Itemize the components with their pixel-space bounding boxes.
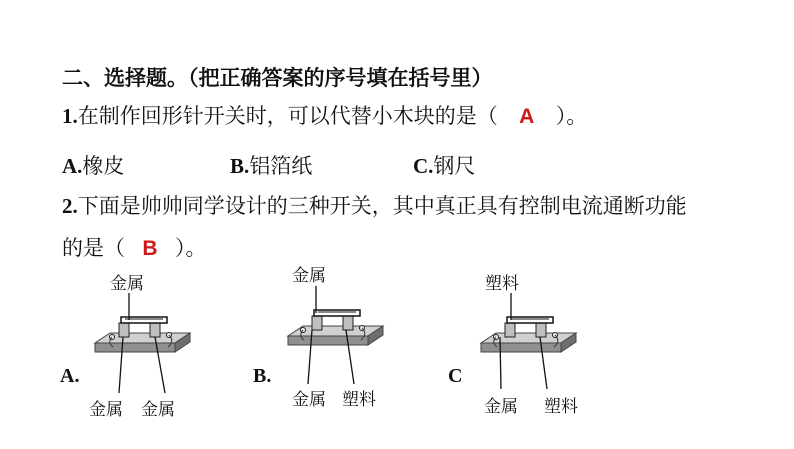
figure-c-bottom-right-label: 塑料 [544, 397, 578, 417]
switch-figure-a [55, 265, 215, 445]
option-b: B.铝箔纸 [230, 154, 313, 178]
figure-a-top-label: 金属 [110, 274, 144, 294]
figure-a-bottom-right-label: 金属 [141, 400, 175, 420]
figure-a-letter: A. [60, 365, 80, 387]
question-2-line-1 [62, 190, 687, 220]
question-1-text: 在制作回形针开关时，可以代替小木块的是（ [77, 104, 498, 128]
switch-figure-c [445, 265, 605, 445]
figure-c-letter: C [448, 365, 463, 387]
figure-c-top-label: 塑料 [485, 274, 519, 294]
question-2-text: 下面是帅帅同学设计的三种开关，其中真正具有控制电流通断功能 [77, 194, 687, 218]
figure-b-bottom-left-label: 金属 [292, 390, 326, 410]
question-2-number: 2. [62, 194, 78, 218]
question-2-line-2: 的是（ B ）。 [62, 236, 207, 260]
question-1-number: 1. [62, 104, 78, 128]
switch-c-diagram [445, 265, 605, 445]
option-c: C.钢尺 [413, 154, 476, 178]
question-1-text-end: ）。 [555, 104, 588, 128]
question-1 [62, 100, 587, 130]
figure-c-bottom-left-label: 金属 [484, 397, 518, 417]
question-1-answer: A [519, 105, 535, 128]
option-a: A.橡皮 [62, 154, 125, 178]
figure-a-bottom-left-label: 金属 [89, 400, 123, 420]
switch-b-diagram [250, 258, 410, 443]
figure-b-top-label: 金属 [292, 266, 326, 286]
figure-b-bottom-right-label: 塑料 [342, 390, 376, 410]
section-heading: 二、选择题。（把正确答案的序号填在括号里） [62, 65, 493, 90]
figure-b-letter: B. [253, 365, 272, 387]
question-2-answer: B [142, 237, 158, 260]
switch-figure-b [250, 258, 410, 443]
